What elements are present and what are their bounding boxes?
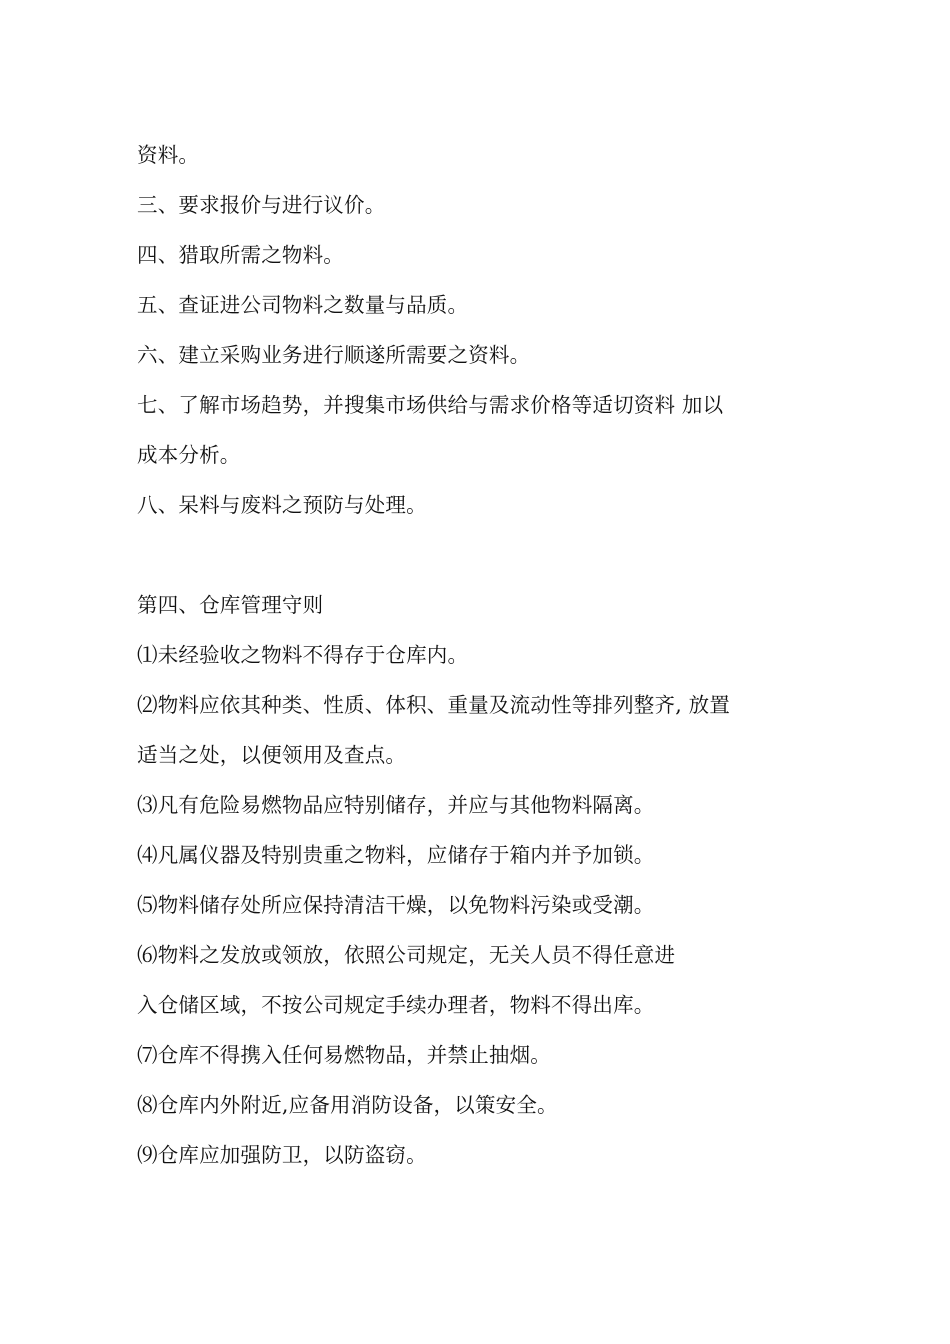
rule-line: ⑻仓库内外附近,应备用消防设备，以策安全。 xyxy=(137,1093,558,1117)
rule-line: 适当之处，以便领用及查点。 xyxy=(137,743,407,767)
text-line: 五、查证进公司物料之数量与品质。 xyxy=(137,293,469,317)
rule-line: ⑷凡属仪器及特别贵重之物料，应储存于箱内并予加锁。 xyxy=(137,843,655,867)
rule-line: ⑴未经验收之物料不得存于仓库内。 xyxy=(137,643,469,667)
text-line: 四、猎取所需之物料。 xyxy=(137,243,344,267)
text-line: 资料。 xyxy=(137,143,200,167)
section-heading: 第四、仓库管理守则 xyxy=(137,593,324,617)
rule-line: ⑵物料应依其种类、性质、体积、重量及流动性等排列整齐, 放置 xyxy=(137,693,731,717)
rule-line: ⑼仓库应加强防卫，以防盗窃。 xyxy=(137,1143,427,1167)
rule-line: ⑺仓库不得携入任何易燃物品，并禁止抽烟。 xyxy=(137,1043,551,1067)
text-line: 七、了解市场趋势，并搜集市场供给与需求价格等适切资料 加以 xyxy=(137,393,724,417)
text-line: 成本分析。 xyxy=(137,443,241,467)
rule-line: 入仓储区域，不按公司规定手续办理者，物料不得出库。 xyxy=(137,993,655,1017)
rule-line: ⑹物料之发放或领放，依照公司规定，无关人员不得任意进 xyxy=(137,943,676,967)
rule-line: ⑸物料储存处所应保持清洁干燥，以免物料污染或受潮。 xyxy=(137,893,655,917)
text-line: 八、呆料与废料之预防与处理。 xyxy=(137,493,427,517)
text-line: 六、建立采购业务进行顺遂所需要之资料。 xyxy=(137,343,531,367)
rule-line: ⑶凡有危险易燃物品应特别储存，并应与其他物料隔离。 xyxy=(137,793,655,817)
text-line: 三、要求报价与进行议价。 xyxy=(137,193,386,217)
